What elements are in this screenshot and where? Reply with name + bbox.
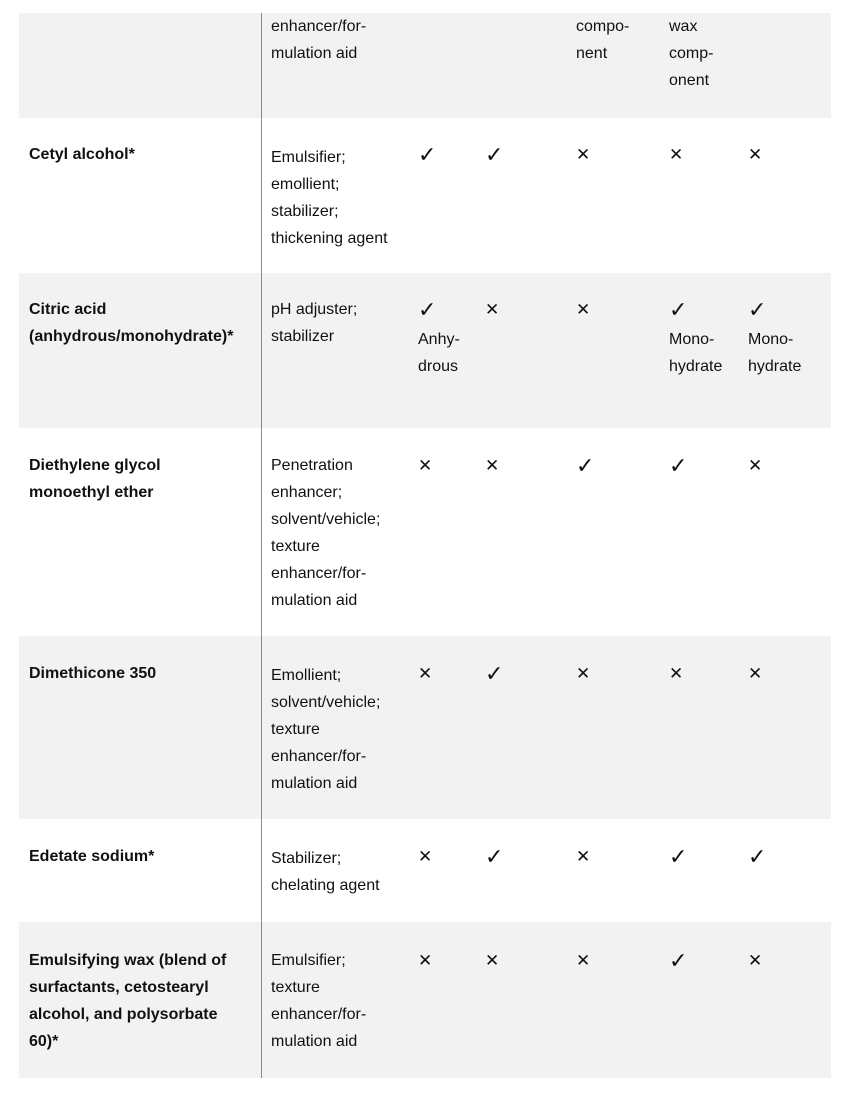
ingredient-table [19, 13, 831, 1078]
check-icon: ✓ [418, 297, 437, 322]
cross-icon: ✕ [576, 951, 591, 970]
cross-icon: ✕ [669, 664, 684, 683]
cross-icon: ✕ [576, 847, 591, 866]
check-icon: ✓ [418, 142, 437, 167]
table-row-cetyl-alcohol [19, 118, 831, 273]
check-icon: ✓ [485, 844, 504, 869]
function-cell: Emollient; solvent/vehicle; texture enhancer/for- mulation aid [271, 667, 381, 792]
mark-note-col4: wax comp- onent [669, 18, 714, 89]
ingredient-name: Citric acid (anhydrous/monohydrate)* [29, 301, 234, 345]
cross-icon: ✕ [576, 300, 591, 319]
cross-icon: ✕ [576, 664, 591, 683]
ingredient-name: Dimethicone 350 [29, 665, 157, 682]
cross-icon: ✕ [485, 456, 500, 475]
check-icon: ✓ [748, 844, 767, 869]
cross-icon: ✕ [748, 145, 763, 164]
function-cell: pH adjuster; stabilizer [271, 301, 358, 345]
function-cell: Emulsifier; texture enhancer/for- mulation aid [271, 952, 367, 1050]
cross-icon: ✕ [418, 456, 433, 475]
cross-icon: ✕ [485, 951, 500, 970]
cross-icon: ✕ [485, 300, 500, 319]
cross-icon: ✕ [748, 664, 763, 683]
check-icon: ✓ [485, 142, 504, 167]
ingredient-name: Cetyl alcohol* [29, 146, 135, 163]
cross-icon: ✕ [748, 456, 763, 475]
table-row-diethylene-glycol [19, 428, 831, 636]
function-cell: enhancer/for- mulation aid [271, 18, 367, 62]
cross-icon: ✕ [418, 664, 433, 683]
ingredient-name: Diethylene glycol monoethyl ether [29, 457, 161, 501]
table-row-edetate-sodium [19, 819, 831, 922]
mark-note: Mono- hydrate [669, 331, 723, 375]
check-icon: ✓ [669, 844, 688, 869]
column-divider [261, 13, 262, 1078]
table-row-emulsifying-wax [19, 922, 831, 1078]
cross-icon: ✕ [418, 951, 433, 970]
function-cell: Penetration enhancer; solvent/vehicle; texture enhancer/for- mulation aid [271, 457, 381, 609]
table-row-dimethicone [19, 636, 831, 819]
table-row-citric-acid [19, 273, 831, 428]
mark-note-col3: compo- nent [576, 18, 630, 62]
cross-icon: ✕ [748, 951, 763, 970]
cross-icon: ✕ [669, 145, 684, 164]
function-cell: Emulsifier; emollient; stabilizer; thickening agent [271, 149, 388, 247]
check-icon: ✓ [485, 661, 504, 686]
ingredient-name: Emulsifying wax (blend of surfactants, cetostearyl alcohol, and polysorbate 60)* [29, 952, 227, 1050]
check-icon: ✓ [669, 453, 688, 478]
check-icon: ✓ [576, 453, 595, 478]
mark-note: Mono- hydrate [748, 331, 802, 375]
check-icon: ✓ [669, 297, 688, 322]
function-cell: Stabilizer; chelating agent [271, 850, 380, 894]
cross-icon: ✕ [418, 847, 433, 866]
cross-icon: ✕ [576, 145, 591, 164]
table-row-continuation [19, 13, 831, 118]
check-icon: ✓ [669, 948, 688, 973]
check-icon: ✓ [748, 297, 767, 322]
ingredient-name: Edetate sodium* [29, 848, 155, 865]
mark-note: Anhy- drous [418, 331, 460, 375]
